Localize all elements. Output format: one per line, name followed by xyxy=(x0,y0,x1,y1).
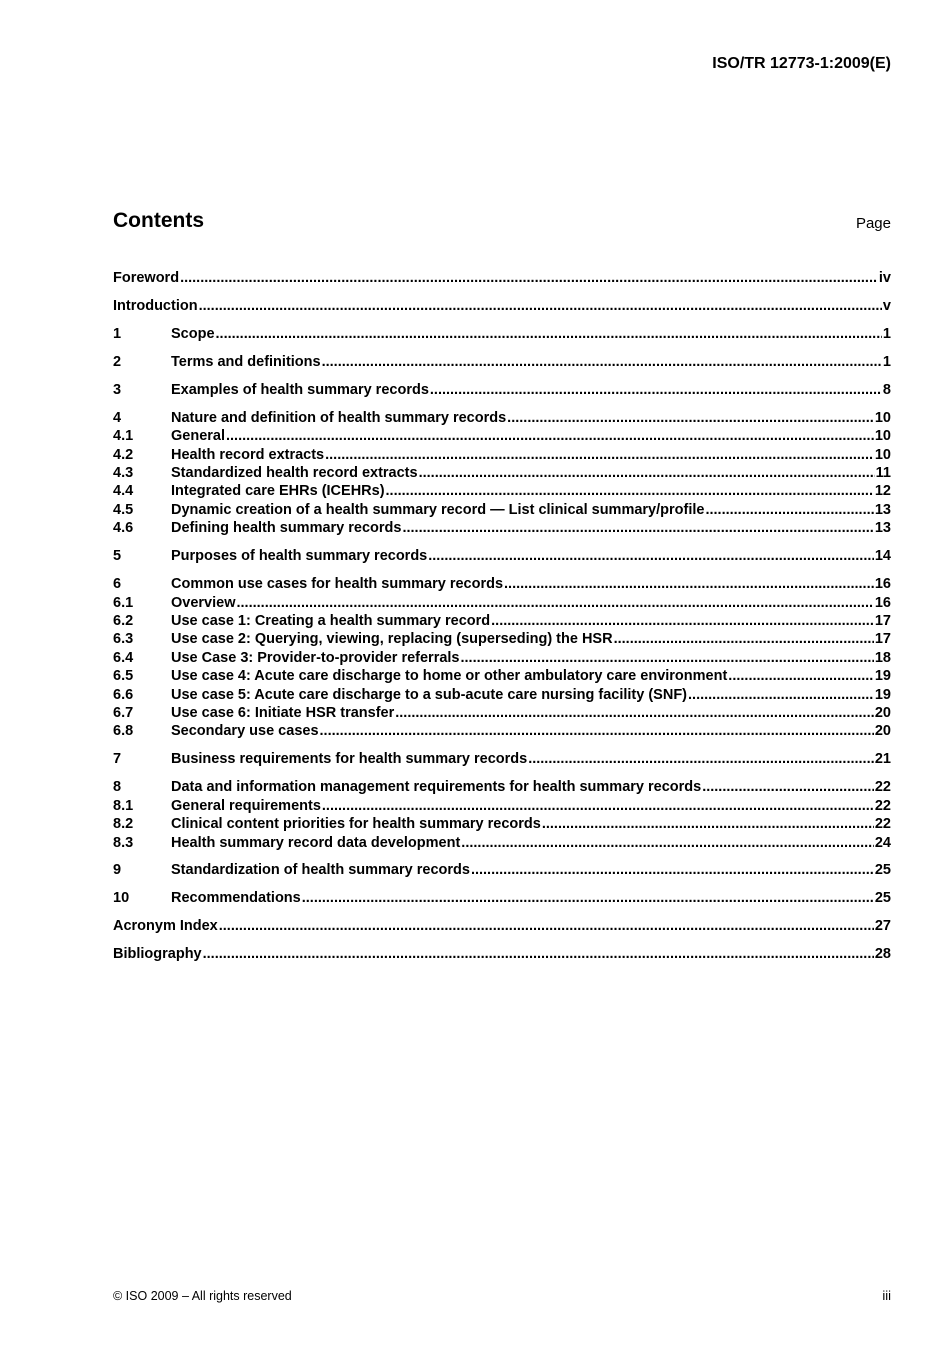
page-column-label: Page xyxy=(855,215,891,232)
toc-entry-page: 22 xyxy=(874,797,891,814)
toc-entry-title: Terms and definitions xyxy=(171,353,321,370)
toc-entry-title: Use case 1: Creating a health summary record xyxy=(171,613,491,630)
toc-entry[interactable] xyxy=(113,835,891,853)
toc-entry-number: 4.6 xyxy=(113,520,134,537)
toc-leader-dots xyxy=(471,862,874,878)
toc-entry-page: 17 xyxy=(874,613,891,630)
toc-entry-title: Use case 6: Initiate HSR transfer xyxy=(171,704,395,721)
toc-leader-dots xyxy=(688,687,874,703)
toc-leader-dots xyxy=(702,779,874,795)
toc-leader-dots xyxy=(507,410,874,426)
toc-entry-number: 4.2 xyxy=(113,446,134,463)
toc-entry-page: 28 xyxy=(874,946,891,963)
footer-copyright: © ISO 2009 – All rights reserved xyxy=(113,1289,292,1303)
toc-entry-page: 10 xyxy=(874,446,891,463)
toc-leader-dots xyxy=(216,326,882,342)
toc-entry-number: 8.2 xyxy=(113,816,134,833)
toc-leader-dots xyxy=(203,946,874,962)
toc-entry-page: 25 xyxy=(874,862,891,879)
toc-entry-page: 19 xyxy=(874,686,891,703)
toc-entry[interactable] xyxy=(113,548,891,566)
toc-entry-page: 22 xyxy=(874,816,891,833)
toc-entry-page: iv xyxy=(878,270,891,286)
toc-entry-page: 10 xyxy=(874,428,891,445)
toc-entry[interactable] xyxy=(113,595,891,613)
toc-entry-title: Common use cases for health summary records xyxy=(171,576,504,593)
toc-entry-title: General xyxy=(171,428,225,445)
toc-entry-title: Health record extracts xyxy=(171,446,325,463)
toc-entry-page: 13 xyxy=(874,520,891,537)
toc-leader-dots xyxy=(402,520,873,536)
toc-entry-page: 18 xyxy=(874,649,891,666)
toc-entry-page: 1 xyxy=(882,325,891,342)
toc-entry[interactable] xyxy=(113,410,891,428)
toc-entry-page: 16 xyxy=(874,594,891,611)
toc-entry[interactable] xyxy=(113,668,891,686)
toc-entry-number: 4.4 xyxy=(113,483,134,500)
toc-entry-number: 6.5 xyxy=(113,668,134,685)
toc-entry-title: Dynamic creation of a health summary record — List clinical summary/profile xyxy=(171,501,705,518)
toc-entry-title: Business requirements for health summary records xyxy=(171,751,528,768)
toc-entry[interactable] xyxy=(113,687,891,705)
toc-leader-dots xyxy=(461,835,874,851)
toc-entry-page: 11 xyxy=(875,465,891,482)
toc-entry-title: Secondary use cases xyxy=(171,723,319,740)
toc-entry[interactable] xyxy=(113,447,891,465)
toc-leader-dots xyxy=(430,382,882,398)
toc-leader-dots xyxy=(728,668,874,684)
toc-entry-title: Bibliography xyxy=(113,946,202,963)
toc-entry-number: 1 xyxy=(113,325,122,342)
toc-entry[interactable] xyxy=(113,382,891,400)
toc-entry-number: 6.8 xyxy=(113,723,134,740)
toc-entry[interactable] xyxy=(113,631,891,649)
toc-entry-page: 13 xyxy=(874,501,891,518)
toc-leader-dots xyxy=(199,298,882,314)
toc-entry-page: 12 xyxy=(874,483,891,500)
toc-entry-number: 6.4 xyxy=(113,649,134,666)
toc-entry-number: 8 xyxy=(113,779,122,796)
toc-entry[interactable] xyxy=(113,705,891,723)
toc-leader-dots xyxy=(322,354,882,370)
toc-leader-dots xyxy=(237,595,874,611)
toc-entry[interactable] xyxy=(113,576,891,594)
toc-entry-number: 6.7 xyxy=(113,704,134,721)
toc-entry-number: 6.6 xyxy=(113,686,134,703)
toc-entry-title: Defining health summary records xyxy=(171,520,402,537)
toc-entry-number: 6.3 xyxy=(113,631,134,648)
toc-entry-number: 5 xyxy=(113,548,122,565)
toc-entry[interactable] xyxy=(113,798,891,816)
toc-entry-title: Recommendations xyxy=(171,890,301,907)
toc-entry[interactable] xyxy=(113,946,891,964)
toc-entry[interactable] xyxy=(113,890,891,908)
toc-leader-dots xyxy=(395,705,874,721)
toc-entry-page: 16 xyxy=(874,576,891,593)
toc-leader-dots xyxy=(528,751,874,767)
toc-leader-dots xyxy=(504,576,874,592)
footer-page-number: iii xyxy=(882,1288,891,1303)
toc-entry-page: 10 xyxy=(874,409,891,426)
toc-entry-page: 21 xyxy=(874,751,891,768)
toc-leader-dots xyxy=(226,428,874,444)
toc-entry-page: 27 xyxy=(874,918,891,935)
toc-entry[interactable] xyxy=(113,465,891,483)
toc-entry-title: Nature and definition of health summary records xyxy=(171,409,507,426)
toc-leader-dots xyxy=(322,798,874,814)
toc-entry[interactable] xyxy=(113,428,891,446)
toc-entry-title: Scope xyxy=(171,325,215,342)
toc-entry-number: 6.1 xyxy=(113,594,134,611)
toc-entry-title: Purposes of health summary records xyxy=(171,548,428,565)
toc-entry-page: v xyxy=(882,297,891,314)
toc-entry[interactable] xyxy=(113,502,891,520)
toc-leader-dots xyxy=(320,723,874,739)
toc-entry-number: 7 xyxy=(113,751,122,768)
toc-entry[interactable] xyxy=(113,862,891,880)
contents-title: Contents xyxy=(113,209,204,232)
toc-entry-page: 20 xyxy=(874,723,891,740)
toc-entry[interactable] xyxy=(113,326,891,344)
toc-leader-dots xyxy=(180,270,878,286)
toc-leader-dots xyxy=(705,502,873,518)
toc-entry-number: 2 xyxy=(113,353,122,370)
toc-entry-number: 6.2 xyxy=(113,613,134,630)
toc-leader-dots xyxy=(302,890,874,906)
toc-entry-number: 10 xyxy=(113,890,130,907)
toc-entry-number: 3 xyxy=(113,381,122,398)
toc-entry-number: 4 xyxy=(113,409,122,426)
document-code: ISO/TR 12773-1:2009(E) xyxy=(712,55,891,72)
toc-entry[interactable] xyxy=(113,779,891,797)
toc-leader-dots xyxy=(386,483,874,499)
toc-entry[interactable] xyxy=(113,613,891,631)
toc-entry-page: 17 xyxy=(874,631,891,648)
toc-entry[interactable] xyxy=(113,751,891,769)
toc-entry-title: Integrated care EHRs (ICEHRs) xyxy=(171,483,385,500)
toc-entry-number: 6 xyxy=(113,576,122,593)
toc-entry-title: Health summary record data development xyxy=(171,834,461,851)
toc-entry[interactable] xyxy=(113,354,891,372)
toc-entry-title: Foreword xyxy=(113,270,180,286)
toc-entry[interactable] xyxy=(113,918,891,936)
toc-entry[interactable] xyxy=(113,483,891,501)
toc-entry-number: 8.3 xyxy=(113,834,134,851)
toc-entry-page: 24 xyxy=(874,834,891,851)
toc-entry-page: 8 xyxy=(882,381,891,398)
toc-leader-dots xyxy=(325,447,874,463)
toc-leader-dots xyxy=(491,613,874,629)
toc-entry[interactable] xyxy=(113,723,891,741)
toc-entry-title: Use case 2: Querying, viewing, replacing (superseding) the HSR xyxy=(171,631,613,648)
toc-entry-title: Standardization of health summary records xyxy=(171,862,470,879)
toc-entry-title: Standardized health record extracts xyxy=(171,465,418,482)
table-of-contents xyxy=(113,270,891,965)
toc-entry-page: 14 xyxy=(874,548,891,565)
toc-entry-page: 1 xyxy=(882,353,891,370)
toc-entry[interactable] xyxy=(113,520,891,538)
toc-entry-title: Clinical content priorities for health summary records xyxy=(171,816,541,833)
toc-entry-page: 19 xyxy=(874,668,891,685)
toc-leader-dots xyxy=(219,918,874,934)
toc-entry-title: Use case 5: Acute care discharge to a sub-acute care nursing facility (SNF) xyxy=(171,686,688,703)
toc-entry-title: Use Case 3: Provider-to-provider referrals xyxy=(171,649,460,666)
toc-entry-page: 22 xyxy=(874,779,891,796)
toc-entry[interactable] xyxy=(113,650,891,668)
toc-entry-title: Acronym Index xyxy=(113,918,218,935)
toc-entry-title: General requirements xyxy=(171,797,321,814)
toc-entry-page: 25 xyxy=(874,890,891,907)
toc-entry-page: 20 xyxy=(874,704,891,721)
toc-entry-title: Overview xyxy=(171,594,236,611)
toc-entry[interactable] xyxy=(113,270,891,288)
toc-entry-title: Use case 4: Acute care discharge to home or other ambulatory care environment xyxy=(171,668,728,685)
toc-entry-number: 8.1 xyxy=(113,797,134,814)
toc-leader-dots xyxy=(461,650,874,666)
toc-entry[interactable] xyxy=(113,298,891,316)
toc-entry-number: 4.3 xyxy=(113,465,134,482)
toc-leader-dots xyxy=(542,816,874,832)
toc-entry-number: 9 xyxy=(113,862,122,879)
toc-leader-dots xyxy=(614,631,874,647)
toc-entry-title: Examples of health summary records xyxy=(171,381,429,398)
toc-entry-title: Data and information management requirements for health summary records xyxy=(171,779,702,796)
toc-entry[interactable] xyxy=(113,816,891,834)
toc-entry-number: 4.5 xyxy=(113,501,134,518)
toc-leader-dots xyxy=(419,465,875,481)
toc-entry-number: 4.1 xyxy=(113,428,134,445)
toc-entry-title: Introduction xyxy=(113,297,198,314)
toc-leader-dots xyxy=(428,548,874,564)
